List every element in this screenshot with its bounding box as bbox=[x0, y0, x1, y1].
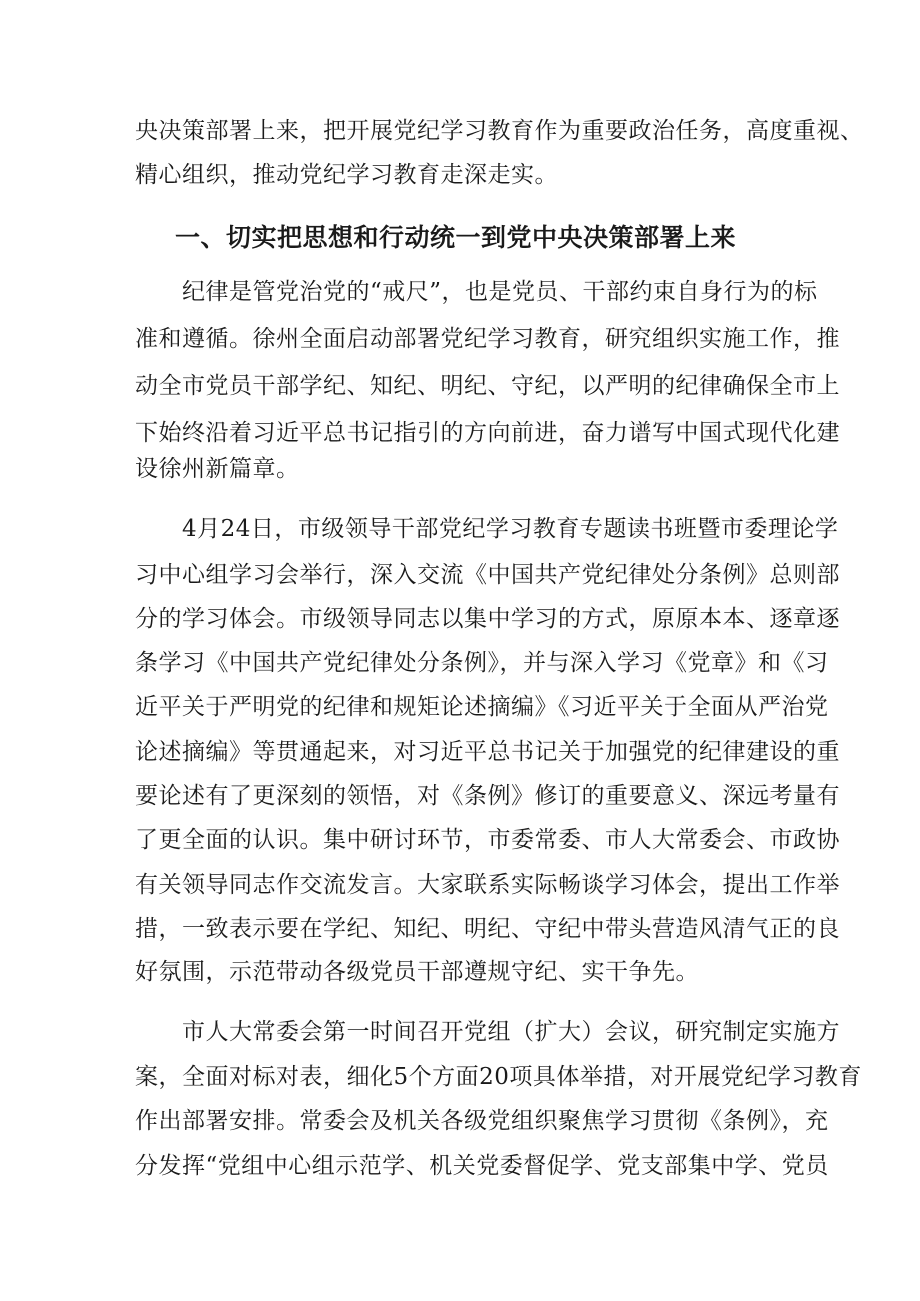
paragraph-line: 准和遵循。徐州全面启动部署党纪学习教育，研究组织实施工作，推 bbox=[135, 326, 840, 352]
intro-line: 央决策部署上来，把开展党纪学习教育作为重要政治任务，高度重视、 bbox=[135, 118, 864, 144]
paragraph-line: 设徐州新篇章。 bbox=[135, 456, 300, 482]
paragraph-line: 习中心组学习会举行，深入交流《中国共产党纪律处分条例》总则部 bbox=[135, 562, 840, 588]
paragraph-line: 案，全面对标对表，细化5个方面20项具体举措，对开展党纪学习教育 bbox=[135, 1064, 862, 1090]
paragraph-line: 了更全面的认识。集中研讨环节，市委常委、市人大常委会、市政协 bbox=[135, 827, 840, 853]
paragraph-line: 要论述有了更深刻的领悟，对《条例》修订的重要意义、深远考量有 bbox=[135, 783, 840, 809]
paragraph-line: 近平关于严明党的纪律和规矩论述摘编》《习近平关于全面从严治党 bbox=[135, 694, 829, 720]
paragraph-line: 好氛围，示范带动各级党员干部遵规守纪、实干争先。 bbox=[135, 959, 699, 985]
paragraph-line: 分的学习体会。市级领导同志以集中学习的方式，原原本本、逐章逐 bbox=[135, 606, 840, 632]
paragraph-line: 市人大常委会第一时间召开党组（扩大）会议，研究制定实施方 bbox=[182, 1019, 840, 1045]
paragraph-line: 纪律是管党治党的“戒尺”，也是党员、干部约束自身行为的标 bbox=[182, 279, 818, 305]
paragraph-line: 条学习《中国共产党纪律处分条例》，并与深入学习《党章》和《习 bbox=[135, 650, 829, 676]
paragraph-line: 动全市党员干部学纪、知纪、明纪、守纪，以严明的纪律确保全市上 bbox=[135, 373, 840, 399]
intro-line: 精心组织，推动党纪学习教育走深走实。 bbox=[135, 162, 558, 188]
paragraph-line: 4月24日，市级领导干部党纪学习教育专题读书班暨市委理论学 bbox=[182, 516, 839, 542]
section-heading: 一、切实把思想和行动统一到党中央决策部署上来 bbox=[175, 223, 737, 252]
paragraph-line: 有关领导同志作交流发言。大家联系实际畅谈学习体会，提出工作举 bbox=[135, 872, 840, 898]
paragraph-line: 下始终沿着习近平总书记指引的方向前进，奋力谱写中国式现代化建 bbox=[135, 420, 840, 446]
paragraph-line: 分发挥“党组中心组示范学、机关党委督促学、党支部集中学、党员 bbox=[135, 1153, 829, 1179]
paragraph-line: 作出部署安排。常委会及机关各级党组织聚焦学习贯彻《条例》，充 bbox=[135, 1108, 829, 1134]
paragraph-line: 措，一致表示要在学纪、知纪、明纪、守纪中带头营造风清气正的良 bbox=[135, 916, 840, 942]
paragraph-line: 论述摘编》等贯通起来，对习近平总书记关于加强党的纪律建设的重 bbox=[135, 739, 840, 765]
